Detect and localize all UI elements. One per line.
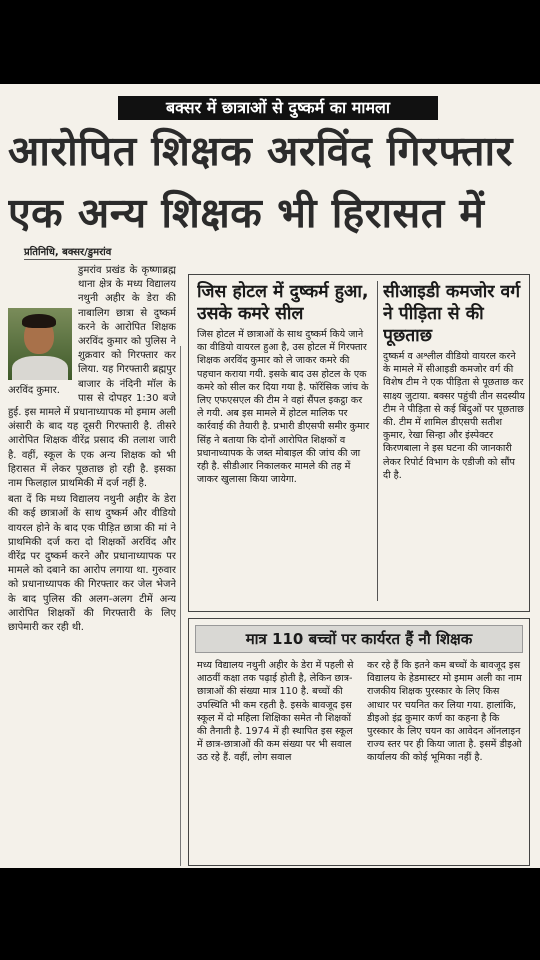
newspaper-clipping [0,84,540,868]
lede-paragraph-1: डुमरांव प्रखंड के कृष्णाब्रह्म थाना क्षेत्र के मध्य विद्यालय नथुनी अहीर के डेरा की नाबालिग छात्रा से दुष्कर्म करने के आरोपित शिक्षक अरविंद कुमार को पुलिस ने शुक्रवार को गिरफ्तार कर लिया. यह गिरफ्तारी ब्रह्मपुर बाजार के नंदिनी मॉल के पास से दोपहर 1:30 बजे हुई. इस मामले में प्रधानाध्यापक मो इमाम अली अंसारी के बाद यह दूसरी गिरफ्तारी है. तीसरे आरोपित शिक्षक वीरेंद्र प्रसाद की तलाश जारी है. वहीं, स्कूल के एक अन्य शिक्षक को भी हिरासत में लेकर पूछताछ हो रही है. इसका नाम फिलहाल प्राथमिकी में दर्ज नहीं है. [8,265,176,490]
lede-paragraph-2: बता दें कि मध्य विद्यालय नथुनी अहीर के डेरा की कई छात्राओं के साथ दुष्कर्म और वीडियो वायरल होने के बाद एक पीड़ित छात्रा की मां ने प्राथमिकी दर्ज करा दो शिक्षकों अरविंद और वीरेंद्र पर दुष्कर्म करने और प्रधानाध्यापक पर मामले को दबाने का आरोप लगाया था. गुरुवार को प्रधानाध्यापक की गिरफ्तार कर जेल भेजने के बाद पुलिस की अलग-अलग टीमें अन्य आरोपित शिक्षकों की गिरफ्तारी के लिए छापेमारी कर रही थी. [8,494,176,634]
reporter-photo [8,308,72,380]
story-teachers-body-b: कर रहे हैं कि इतने कम बच्चों के बावजूद इस विद्यालय के हेडमास्टर मो इमाम अली का नाम राजकीय शिक्षक पुरस्कार के लिए किस आधार पर चयनित कर लिया गया. हालांकि, डीइओ इंद्र कुमार कर्ण का कहना है कि पुरस्कार के लिए चयन का आवेदन ऑनलाइन राज्य स्तर पर ही किया जाता है. इसमें डीइओ कार्यालय की कोई भूमिका नहीं है. [367,660,522,764]
sidebar-box-top [188,274,530,612]
photo-hair [22,314,56,328]
lede-article [8,264,176,864]
story-teachers-title: मात्र 110 बच्चों पर कार्यरत हैं नौ शिक्षक [195,625,523,653]
story-hotel-title: जिस होटल में दुष्कर्म हुआ, उसके कमरे सील [197,282,369,324]
byline: प्रतिनिधि, बक्सर/डुमरांव [24,244,111,260]
photo-shirt [12,356,68,380]
story-cid-title: सीआइडी कमजोर वर्ग ने पीड़िता से की पूछताछ [383,282,521,346]
photo-caption: अरविंद कुमार. [8,385,60,396]
story-cid-body: दुष्कर्म व अश्लील वीडियो वायरल करने के मामले में सीआइडी कमजोर वर्ग की विशेष टीम ने एक पीड़िता से पूछताछ कर साक्ष्य जुटाया. बक्सर पहुंची तीन सदस्यीय टीम ने पीड़िता से कई बिंदुओं पर पूछताछ की. टीम में शामिल डीएसपी सतीश कुमार, रेखा सिन्हा और इंस्पेक्टर किरणबाला ने इस घटना की जानकारी लेकर रिपोर्ट विभाग के एडीजी को सौंप दी है. [383,351,525,481]
story-hotel-body: जिस होटल में छात्राओं के साथ दुष्कर्म किये जाने का वीडियो वायरल हुआ है, उस होटल में गिरफ्तार शिक्षक अरविंद कुमार को ले जाकर कमरे की पहचान कराया गयी. इसके बाद उस होटल के एक कमरे को सील कर दिया गया है. फॉरेंसिक जांच के लिए एफएसएल की टीम ने वहां सैंपल इकट्ठा कर ले गयी. अब इस मामले में होटल मालिक पर कार्रवाई की तैयारी है. प्रभारी डीएसपी समीर कुमार सिंह ने बताया कि दोनों आरोपित शिक्षकों व प्रधानाध्यापक के जब्त मोबाइल की जांच की जा रही है. सीडीआर निकालकर मामले की तह में जाकर खुलासा किया जायेगा. [197,329,370,486]
story-teachers-body-a: मध्य विद्यालय नथुनी अहीर के डेरा में पहली से आठवीं कक्षा तक पढ़ाई होती है, लेकिन छात्र-छात्राओं की संख्या मात्र 110 है. बच्चों की उपस्थिति भी कम रहती है. इसके बावजूद इस स्कूल में दो महिला शिक्षिका समेत नौ शिक्षकों की तैनाती है. 1974 में ही स्थापित इस स्कूल में छात्र-छात्राओं की कम संख्या पर भी सवाल उठ रहे हैं. वहीं, लोग सवाल [197,660,354,764]
sidebar-box-bottom [188,618,530,866]
column-divider [180,346,181,866]
kicker-banner: बक्सर में छात्राओं से दुष्कर्म का मामला [118,96,438,120]
headline-line-1: आरोपित शिक्षक अरविंद गिरफ्तार [8,127,513,175]
box-divider [377,281,378,601]
headline-line-2: एक अन्य शिक्षक भी हिरासत में [8,189,485,237]
story-cid [383,281,525,603]
story-hotel [197,281,371,603]
